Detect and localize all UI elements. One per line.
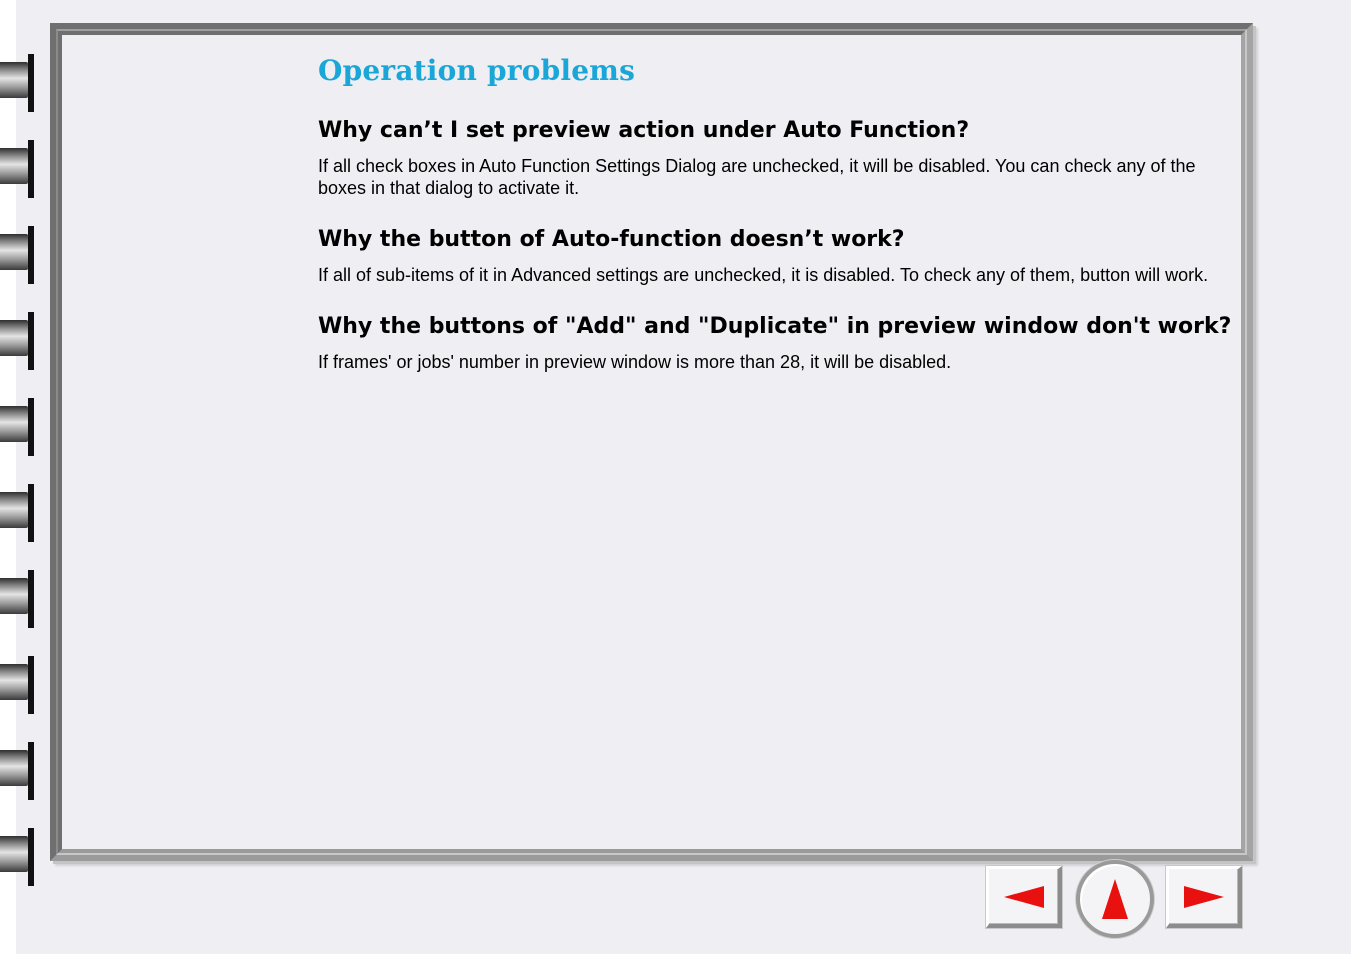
faq-question: Why the button of Auto-function doesn’t work? xyxy=(318,227,905,252)
binder-ring xyxy=(0,742,34,800)
previous-page-button[interactable] xyxy=(986,866,1062,928)
faq-answer: If all of sub-items of it in Advanced settings are unchecked, it is disabled. To check any of them, button will work. xyxy=(318,265,1209,285)
faq-question: Why the buttons of "Add" and "Duplicate" in preview window don't work? xyxy=(318,314,1232,339)
binder-ring xyxy=(0,484,34,542)
faq-question: Why can’t I set preview action under Auto Function? xyxy=(318,118,970,143)
binder-ring xyxy=(0,570,34,628)
binder-ring xyxy=(0,140,34,198)
faq-item xyxy=(318,227,1218,286)
page-content xyxy=(318,52,1232,373)
right-arrow-icon xyxy=(1184,886,1224,908)
left-arrow-icon xyxy=(1004,886,1044,908)
up-page-button[interactable] xyxy=(1076,860,1154,938)
faq-item xyxy=(318,118,1218,199)
faq-item xyxy=(318,314,1232,373)
binder-ring xyxy=(0,398,34,456)
next-page-button[interactable] xyxy=(1166,866,1242,928)
page-title: Operation problems xyxy=(318,54,636,87)
faq-answer: If frames' or jobs' number in preview window is more than 28, it will be disabled. xyxy=(318,352,952,372)
up-arrow-icon xyxy=(1102,879,1128,919)
binder-ring xyxy=(0,54,34,112)
binder-ring xyxy=(0,226,34,284)
binder-ring xyxy=(0,656,34,714)
faq-answer: If all check boxes in Auto Function Settings Dialog are unchecked, it will be disabled. You can check any of the boxes in that dialog to activate it. xyxy=(318,156,1196,198)
binder-ring xyxy=(0,828,34,886)
binder-ring xyxy=(0,312,34,370)
